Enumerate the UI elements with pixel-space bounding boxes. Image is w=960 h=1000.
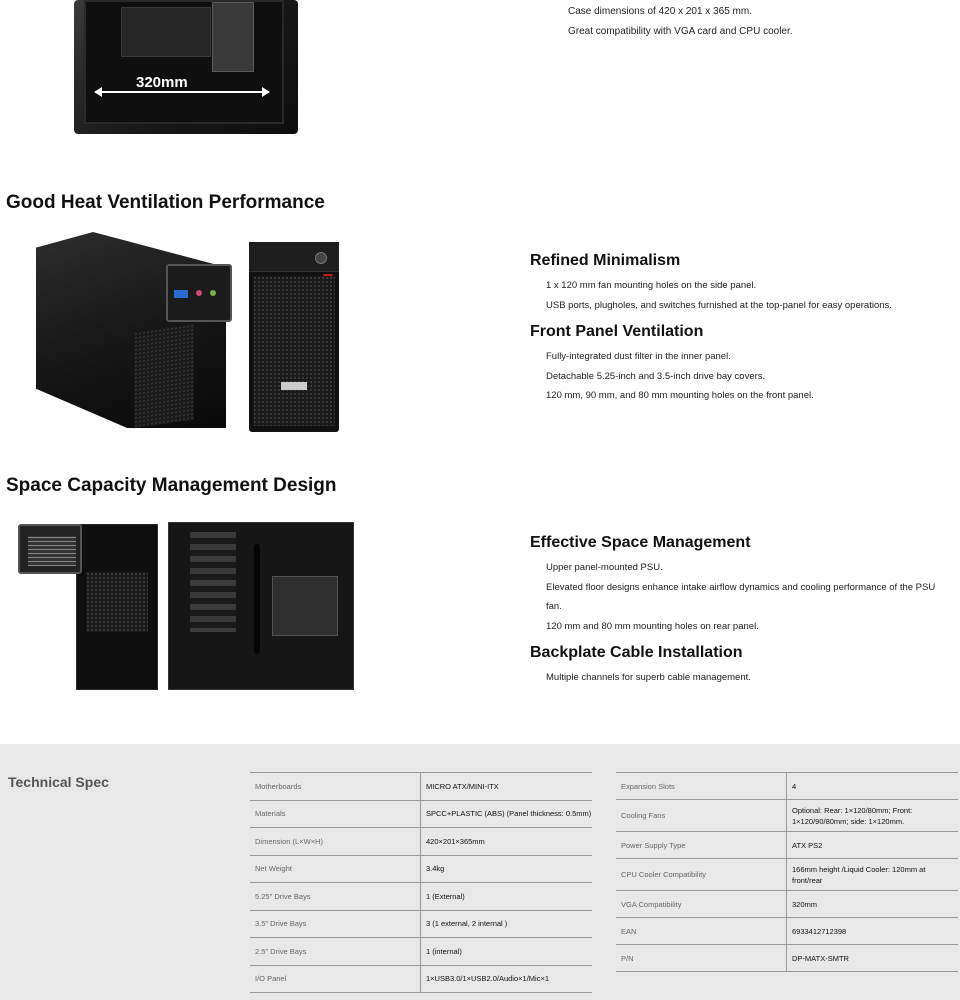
spec-value: 4 [786, 773, 958, 799]
spec-value: 1×USB3.0/1×USB2.0/Audio×1/Mic×1 [420, 966, 592, 993]
spec-row [250, 856, 592, 884]
tech-spec-title: Technical Spec [8, 774, 109, 790]
mic-jack-icon [196, 290, 202, 296]
spec-row [250, 801, 592, 829]
measure-arrow-icon [96, 91, 268, 93]
spec-value: MICRO ATX/MINI-ITX [420, 773, 592, 800]
feature-line: USB ports, plugholes, and switches furnished at the top-panel for easy operations. [546, 299, 892, 311]
vga-length-label: 320mm [136, 74, 188, 91]
dimension-line: Case dimensions of 420 x 201 x 365 mm. [568, 6, 752, 17]
spec-row [250, 911, 592, 939]
case-interior-image [74, 0, 298, 134]
case-front-image [249, 242, 339, 432]
brand-logo [281, 382, 307, 390]
feature-line: Detachable 5.25-inch and 3.5-inch drive bay covers. [546, 370, 766, 382]
usb-port-icon [174, 290, 188, 298]
feature-group-front-ventilation [530, 323, 950, 406]
spec-value: 166mm height /Liquid Cooler: 120mm at front/rear [786, 859, 958, 890]
spec-key: Power Supply Type [621, 840, 686, 850]
feature-line: Fully-integrated dust filter in the inner panel. [546, 351, 731, 362]
feature-line: Multiple channels for superb cable management. [546, 672, 751, 683]
dimension-notes [568, 2, 793, 42]
spec-key: Materials [255, 809, 286, 819]
spec-table-left [250, 772, 592, 993]
spec-key: Motherboards [255, 781, 302, 791]
spec-value: 1 (internal) [420, 938, 592, 965]
spec-row [616, 832, 958, 859]
feature-group-cable-installation [530, 644, 950, 688]
spec-row [250, 828, 592, 856]
spec-key: 3.5" Drive Bays [255, 919, 307, 929]
space-features [530, 534, 950, 696]
case-rear-image [16, 522, 158, 690]
spec-row [616, 773, 958, 800]
spec-row [616, 918, 958, 945]
spec-value: ATX PS2 [786, 832, 958, 858]
audio-jack-icon [210, 290, 216, 296]
feature-line: 120 mm and 80 mm mounting holes on rear panel. [546, 620, 759, 632]
spec-key: VGA Compatibility [621, 899, 682, 909]
ventilation-features [530, 252, 950, 414]
spec-row [616, 800, 958, 832]
spec-row [250, 966, 592, 994]
feature-title: Refined Minimalism [530, 252, 681, 269]
spec-key: Expansion Slots [621, 781, 675, 791]
feature-group-minimalism [530, 252, 950, 315]
spec-row [616, 859, 958, 891]
spec-value: Optional: Rear: 1×120/80mm; Front: 1×120/90/80mm; side: 1×120mm. [786, 800, 958, 831]
spec-value: 6933412712398 [786, 918, 958, 944]
io-panel-zoom [166, 264, 232, 322]
case-side-image [36, 232, 236, 430]
feature-line: 120 mm, 90 mm, and 80 mm mounting holes on the front panel. [546, 390, 814, 401]
spec-value: 1 (External) [420, 883, 592, 910]
spec-row [250, 773, 592, 801]
spec-value: 420×201×365mm [420, 828, 592, 855]
feature-title: Backplate Cable Installation [530, 644, 743, 661]
feature-line: Elevated floor designs enhance intake airflow dynamics and cooling performance of the PSU fan. [546, 581, 936, 612]
spec-key: 5.25" Drive Bays [255, 891, 311, 901]
spec-row [616, 945, 958, 972]
spec-value: 3 (1 external, 2 internal ) [420, 911, 592, 938]
spec-key: EAN [621, 926, 637, 936]
spec-row [250, 883, 592, 911]
ventilation-section-title: Good Heat Ventilation Performance [6, 192, 325, 213]
spec-value: SPCC+PLASTIC (ABS) (Panel thickness: 0.5mm) [420, 801, 592, 828]
spec-value: DP-MATX-SMTR [786, 945, 958, 971]
spec-row [250, 938, 592, 966]
spec-key: P/N [621, 953, 634, 963]
case-open-interior-image [168, 522, 356, 692]
spec-key: 2.5" Drive Bays [255, 946, 307, 956]
feature-title: Effective Space Management [530, 534, 751, 551]
compatibility-line: Great compatibility with VGA card and CPU cooler. [568, 26, 793, 37]
feature-title: Front Panel Ventilation [530, 323, 704, 340]
feature-line: Upper panel-mounted PSU. [546, 562, 663, 573]
spec-key: Cooling Fans [621, 811, 666, 820]
spec-value: 320mm [786, 891, 958, 917]
spec-table-right [616, 772, 958, 972]
psu-label-zoom [18, 524, 82, 574]
spec-key: Net Weight [255, 864, 292, 874]
space-section-title: Space Capacity Management Design [6, 475, 337, 496]
feature-group-space-management [530, 534, 950, 636]
spec-key: CPU Cooler Compatibility [621, 870, 707, 879]
spec-value: 3.4kg [420, 856, 592, 883]
power-button-icon [315, 252, 327, 264]
spec-key: I/O Panel [255, 974, 287, 984]
spec-key: Dimension (L×W×H) [255, 836, 323, 846]
feature-line: 1 x 120 mm fan mounting holes on the side panel. [546, 280, 757, 291]
spec-row [616, 891, 958, 918]
